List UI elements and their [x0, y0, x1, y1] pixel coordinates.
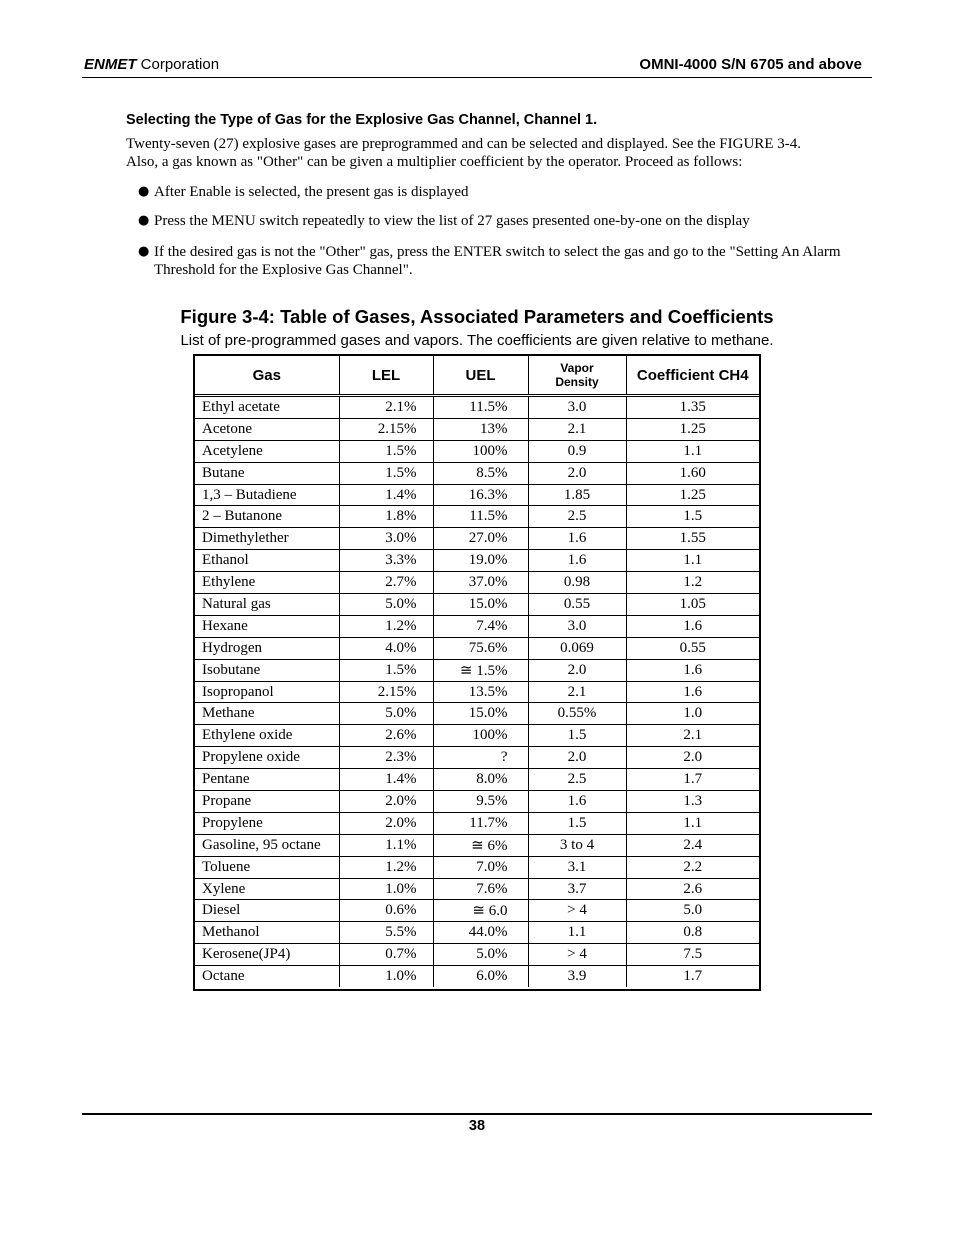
page-header	[82, 55, 872, 78]
table-row	[195, 506, 759, 528]
bullet-icon: ●	[138, 184, 150, 199]
model-label: OMNI-4000 S/N 6705 and above	[639, 56, 862, 73]
bullet-icon: ●	[138, 244, 150, 259]
gas-name-cell: Methanol	[195, 922, 339, 944]
coefficient-cell: 0.8	[626, 922, 759, 944]
gas-name-cell: Pentane	[195, 769, 339, 791]
coefficient-cell: 1.25	[626, 418, 759, 440]
table-row	[195, 550, 759, 572]
table-row	[195, 922, 759, 944]
gas-name-cell: Acetone	[195, 418, 339, 440]
uel-cell: ≅ 1.5%	[433, 659, 528, 681]
coefficient-cell: 1.1	[626, 440, 759, 462]
coefficient-cell: 1.6	[626, 659, 759, 681]
lel-cell: 3.3%	[339, 550, 433, 572]
company-brand: ENMET	[84, 56, 137, 73]
header-uel: UEL	[433, 356, 528, 396]
table-row	[195, 440, 759, 462]
table-row	[195, 615, 759, 637]
lel-cell: 2.7%	[339, 572, 433, 594]
coefficient-cell: 1.0	[626, 703, 759, 725]
lel-cell: 3.0%	[339, 528, 433, 550]
uel-cell: 8.5%	[433, 462, 528, 484]
lel-cell: 2.0%	[339, 791, 433, 813]
gas-name-cell: Hexane	[195, 615, 339, 637]
gas-name-cell: Methane	[195, 703, 339, 725]
table-row	[195, 769, 759, 791]
gas-name-cell: Ethanol	[195, 550, 339, 572]
table-row	[195, 528, 759, 550]
figure-subtitle: List of pre-programmed gases and vapors. The coefficients are given relative to methane.	[180, 332, 774, 349]
table-body	[195, 396, 759, 988]
uel-cell: 8.0%	[433, 769, 528, 791]
vapor-density-cell: 0.9	[528, 440, 626, 462]
uel-cell: 11.5%	[433, 396, 528, 419]
gas-name-cell: Ethyl acetate	[195, 396, 339, 419]
vapor-density-cell: 1.1	[528, 922, 626, 944]
coefficient-cell: 7.5	[626, 944, 759, 966]
table-row	[195, 418, 759, 440]
coefficient-cell: 1.60	[626, 462, 759, 484]
vapor-density-cell: 2.5	[528, 506, 626, 528]
lel-cell: 5.5%	[339, 922, 433, 944]
gas-name-cell: Kerosene(JP4)	[195, 944, 339, 966]
footer-divider	[82, 1113, 872, 1115]
vapor-density-cell: 1.5	[528, 725, 626, 747]
lel-cell: 5.0%	[339, 703, 433, 725]
vapor-density-cell: 3.1	[528, 856, 626, 878]
table-row	[195, 834, 759, 856]
table-row	[195, 659, 759, 681]
coefficient-cell: 1.7	[626, 769, 759, 791]
uel-cell: 19.0%	[433, 550, 528, 572]
table-row	[195, 396, 759, 419]
table-row	[195, 594, 759, 616]
uel-cell: 7.0%	[433, 856, 528, 878]
gas-name-cell: Natural gas	[195, 594, 339, 616]
lel-cell: 1.2%	[339, 856, 433, 878]
gas-name-cell: Acetylene	[195, 440, 339, 462]
header-lel: LEL	[339, 356, 433, 396]
vapor-density-cell: 3.0	[528, 396, 626, 419]
coefficient-cell: 1.05	[626, 594, 759, 616]
coefficient-cell: 1.1	[626, 812, 759, 834]
uel-cell: 11.5%	[433, 506, 528, 528]
intro-line: Also, a gas known as "Other" can be given a multiplier coefficient by the operator. Proceed as follows:	[126, 154, 743, 170]
gas-name-cell: Hydrogen	[195, 637, 339, 659]
lel-cell: 1.4%	[339, 484, 433, 506]
vapor-density-cell: 2.0	[528, 659, 626, 681]
vapor-density-cell: 2.0	[528, 747, 626, 769]
vapor-density-cell: 3.0	[528, 615, 626, 637]
table-row	[195, 856, 759, 878]
table-row	[195, 791, 759, 813]
coefficient-cell: 1.35	[626, 396, 759, 419]
vapor-density-cell: 3.7	[528, 878, 626, 900]
lel-cell: 0.7%	[339, 944, 433, 966]
table-row	[195, 703, 759, 725]
company-name	[84, 56, 219, 73]
uel-cell: 15.0%	[433, 594, 528, 616]
vapor-density-cell: 1.5	[528, 812, 626, 834]
vapor-density-cell: 2.1	[528, 418, 626, 440]
gas-name-cell: Butane	[195, 462, 339, 484]
table-row	[195, 637, 759, 659]
vapor-density-cell: 1.85	[528, 484, 626, 506]
vapor-density-cell: > 4	[528, 900, 626, 922]
uel-cell: ≅ 6.0	[433, 900, 528, 922]
lel-cell: 5.0%	[339, 594, 433, 616]
gas-table-grid	[195, 356, 759, 987]
header-vapor-density	[528, 356, 626, 396]
vapor-density-cell: > 4	[528, 944, 626, 966]
coefficient-cell: 1.5	[626, 506, 759, 528]
table-row	[195, 681, 759, 703]
intro-paragraph	[126, 135, 872, 171]
uel-cell: 11.7%	[433, 812, 528, 834]
uel-cell: 7.6%	[433, 878, 528, 900]
gas-name-cell: Propylene	[195, 812, 339, 834]
table-row	[195, 725, 759, 747]
table-row	[195, 812, 759, 834]
coefficient-cell: 1.7	[683, 968, 703, 985]
coefficient-cell: 1.6	[626, 681, 759, 703]
coefficient-cell: 0.55	[626, 637, 759, 659]
company-suffix: Corporation	[140, 56, 220, 73]
header-coefficient: Coefficient CH4	[626, 356, 759, 396]
table-row	[195, 900, 759, 922]
uel-cell: 9.5%	[433, 791, 528, 813]
gas-name-cell: Ethylene oxide	[195, 725, 339, 747]
header-vapor-line1: Vapor	[560, 361, 594, 375]
uel-cell: 75.6%	[433, 637, 528, 659]
coefficient-cell: 1.6	[626, 615, 759, 637]
coefficient-cell: 2.2	[626, 856, 759, 878]
gas-name-cell: Propane	[195, 791, 339, 813]
lel-cell: 1.5%	[339, 462, 433, 484]
uel-cell: 100%	[433, 440, 528, 462]
header-gas: Gas	[195, 356, 339, 396]
bullet-text: If the desired gas is not the "Other" gas, press the ENTER switch to select the gas and go to the "Setting An Alarm Threshold for the Explosive Gas Channel".	[154, 244, 841, 278]
gas-name-cell: Octane	[195, 966, 339, 987]
figure-title: Figure 3-4: Table of Gases, Associated Parameters and Coefficients	[180, 306, 774, 327]
page-number: 38	[468, 1118, 486, 1134]
gas-name-cell: Isobutane	[195, 659, 339, 681]
lel-cell: 2.0%	[339, 812, 433, 834]
table-row	[195, 462, 759, 484]
uel-cell: 5.0%	[433, 944, 528, 966]
lel-cell: 1.0%	[339, 878, 433, 900]
uel-cell: 13.5%	[433, 681, 528, 703]
uel-cell: 16.3%	[433, 484, 528, 506]
lel-cell: 1.0%	[339, 966, 433, 987]
vapor-density-cell: 0.55%	[528, 703, 626, 725]
table-row	[195, 572, 759, 594]
table-row	[195, 966, 759, 987]
vapor-density-cell: 2.1	[528, 681, 626, 703]
coefficient-cell: 1.3	[626, 791, 759, 813]
table-row	[195, 878, 759, 900]
gas-name-cell: Gasoline, 95 octane	[195, 834, 339, 856]
bullet-item	[138, 243, 872, 279]
table-row	[195, 944, 759, 966]
bullet-text: After Enable is selected, the present gas is displayed	[154, 184, 469, 200]
gas-name-cell: 2 – Butanone	[195, 506, 339, 528]
uel-cell: ≅ 6%	[433, 834, 528, 856]
vapor-density-cell: 0.069	[528, 637, 626, 659]
coefficient-cell: 2.6	[626, 878, 759, 900]
intro-line: Twenty-seven (27) explosive gases are preprogrammed and can be selected and displayed. See the FIGURE 3-4.	[126, 136, 801, 152]
vapor-density-cell: 2.5	[528, 769, 626, 791]
gas-name-cell: Diesel	[195, 900, 339, 922]
lel-cell: 1.4%	[339, 769, 433, 791]
bullet-item	[138, 183, 872, 201]
table-row	[195, 747, 759, 769]
uel-cell: 6.0%	[433, 966, 528, 987]
lel-cell: 2.3%	[339, 747, 433, 769]
gas-name-cell: Ethylene	[195, 572, 339, 594]
lel-cell: 1.1%	[339, 834, 433, 856]
lel-cell: 1.5%	[339, 440, 433, 462]
coefficient-cell: 2.4	[626, 834, 759, 856]
gas-name-cell: Propylene oxide	[195, 747, 339, 769]
gas-name-cell: Toluene	[195, 856, 339, 878]
bullet-item	[138, 212, 872, 230]
lel-cell: 2.6%	[339, 725, 433, 747]
lel-cell: 1.5%	[339, 659, 433, 681]
vapor-density-cell: 0.55	[528, 594, 626, 616]
coefficient-cell: 1.2	[626, 572, 759, 594]
bullet-icon: ●	[138, 213, 150, 228]
bullet-text: Press the MENU switch repeatedly to view the list of 27 gases presented one-by-one on the display	[154, 213, 750, 229]
uel-cell: 27.0%	[433, 528, 528, 550]
vapor-density-cell: 0.98	[528, 572, 626, 594]
lel-cell: 0.6%	[339, 900, 433, 922]
lel-cell: 2.1%	[339, 396, 433, 419]
uel-cell: 44.0%	[433, 922, 528, 944]
uel-cell: 13%	[433, 418, 528, 440]
coefficient-cell: 5.0	[626, 900, 759, 922]
coefficient-cell: 1.1	[626, 550, 759, 572]
vapor-density-cell: 3.9	[528, 966, 626, 987]
lel-cell: 2.15%	[339, 418, 433, 440]
gas-table	[193, 354, 761, 991]
section-title: Selecting the Type of Gas for the Explosive Gas Channel, Channel 1.	[126, 112, 598, 128]
coefficient-cell: 2.0	[626, 747, 759, 769]
gas-name-cell: 1,3 – Butadiene	[195, 484, 339, 506]
gas-name-cell: Dimethylether	[195, 528, 339, 550]
vapor-density-cell: 3 to 4	[528, 834, 626, 856]
header-vapor-line2: Density	[555, 375, 599, 389]
gas-name-cell: Isopropanol	[195, 681, 339, 703]
vapor-density-cell: 1.6	[528, 550, 626, 572]
coefficient-cell: 2.1	[626, 725, 759, 747]
uel-cell: 37.0%	[433, 572, 528, 594]
vapor-density-cell: 1.6	[528, 791, 626, 813]
gas-name-cell: Xylene	[195, 878, 339, 900]
coefficient-cell: 1.25	[626, 484, 759, 506]
uel-cell: 15.0%	[433, 703, 528, 725]
lel-cell: 1.2%	[339, 615, 433, 637]
lel-cell: 4.0%	[339, 637, 433, 659]
vapor-density-cell: 1.6	[528, 528, 626, 550]
table-row	[195, 484, 759, 506]
coefficient-cell: 1.55	[626, 528, 759, 550]
vapor-density-cell: 2.0	[528, 462, 626, 484]
uel-cell: 7.4%	[433, 615, 528, 637]
uel-cell: 100%	[433, 725, 528, 747]
lel-cell: 2.15%	[339, 681, 433, 703]
table-header-row	[195, 356, 759, 396]
uel-cell: ?	[433, 747, 528, 769]
lel-cell: 1.8%	[339, 506, 433, 528]
